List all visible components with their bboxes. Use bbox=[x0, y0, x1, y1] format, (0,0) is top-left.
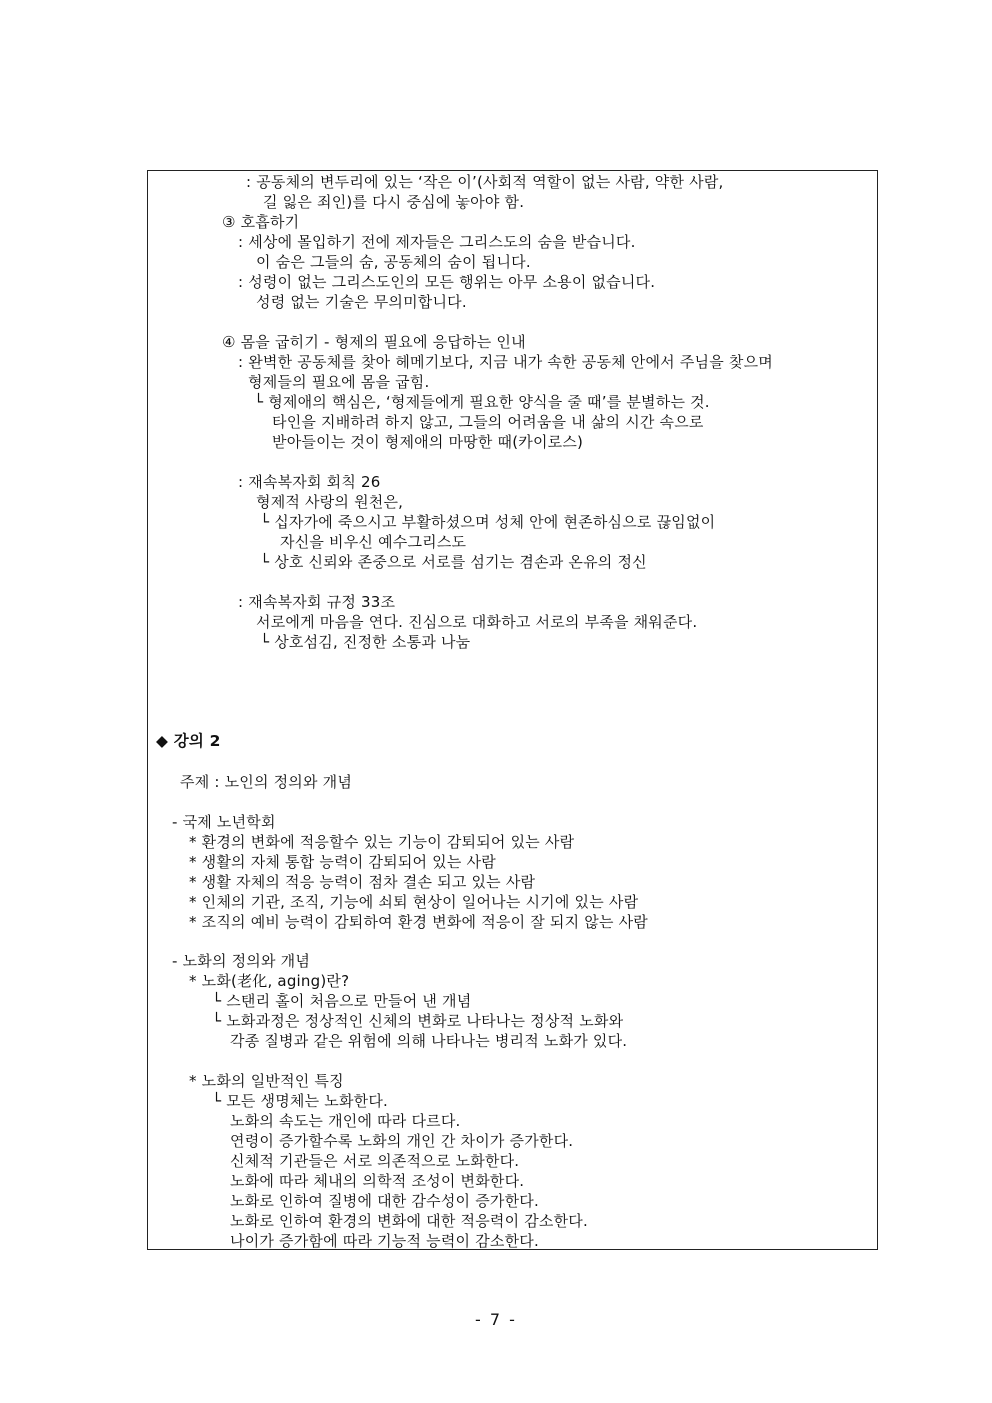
text-line: └ 형제애의 핵심은, ‘형제들에게 필요한 양식을 줄 때’를 분별하는 것. bbox=[254, 393, 710, 411]
text-line: └ 모든 생명체는 노화한다. bbox=[212, 1092, 389, 1110]
text-line: 서로에게 마음을 연다. 진심으로 대화하고 서로의 부족을 채워준다. bbox=[256, 613, 698, 631]
text-line: : 성령이 없는 그리스도인의 모든 행위는 아무 소용이 없습니다. bbox=[238, 273, 656, 291]
text-line: 각종 질병과 같은 위험에 의해 나타나는 병리적 노화가 있다. bbox=[230, 1032, 628, 1050]
text-line: : 완벽한 공동체를 찾아 헤메기보다, 지금 내가 속한 공동체 안에서 주님을 찾으며 bbox=[238, 353, 773, 371]
text-line: 자신을 비우신 예수그리스도 bbox=[280, 533, 467, 551]
text-line: ③ 호흡하기 bbox=[222, 213, 300, 231]
text-line: * 생활 자체의 적응 능력이 점차 결손 되고 있는 사람 bbox=[189, 873, 536, 891]
text-line: 이 숨은 그들의 숨, 공동체의 숨이 됩니다. bbox=[256, 253, 531, 271]
text-line: * 인체의 기관, 조직, 기능에 쇠퇴 현상이 일어나는 시기에 있는 사람 bbox=[189, 893, 639, 911]
text-line: 노화로 인하여 질병에 대한 감수성이 증가한다. bbox=[230, 1192, 539, 1210]
text-line: └ 상호섬김, 진정한 소통과 나눔 bbox=[260, 633, 471, 651]
text-line: 주제 : 노인의 정의와 개념 bbox=[180, 773, 353, 791]
text-line: 연령이 증가할수록 노화의 개인 간 차이가 증가한다. bbox=[230, 1132, 574, 1150]
text-line: 타인을 지배하려 하지 않고, 그들의 어려움을 내 삶의 시간 속으로 bbox=[272, 413, 704, 431]
text-line: : 재속복자회 회칙 26 bbox=[238, 473, 381, 491]
text-line: └ 상호 신뢰와 존중으로 서로를 섬기는 겸손과 온유의 정신 bbox=[260, 553, 647, 571]
text-line: 신체적 기관들은 서로 의존적으로 노화한다. bbox=[230, 1152, 520, 1170]
text-line: ④ 몸을 굽히기 - 형제의 필요에 응답하는 인내 bbox=[222, 333, 526, 351]
text-line: 나이가 증가함에 따라 기능적 능력이 감소한다. bbox=[230, 1232, 539, 1250]
text-line: * 노화의 일반적인 특징 bbox=[189, 1072, 344, 1090]
text-line: 길 잃은 죄인)를 다시 중심에 놓아야 함. bbox=[263, 193, 525, 211]
text-line: * 생활의 자체 통합 능력이 감퇴되어 있는 사람 bbox=[189, 853, 496, 871]
section-heading: ◆ 강의 2 bbox=[156, 732, 221, 750]
text-line: - 노화의 정의와 개념 bbox=[172, 952, 311, 970]
text-line: * 환경의 변화에 적응할수 있는 기능이 감퇴되어 있는 사람 bbox=[189, 833, 575, 851]
text-line: - 국제 노년학회 bbox=[172, 813, 276, 831]
text-line: └ 노화과정은 정상적인 신체의 변화로 나타나는 정상적 노화와 bbox=[212, 1012, 624, 1030]
text-line: └ 스탠리 홀이 처음으로 만들어 낸 개념 bbox=[212, 992, 472, 1010]
text-line: 받아들이는 것이 형제애의 마땅한 때(카이로스) bbox=[272, 433, 584, 451]
text-line: * 노화(老化, aging)란? bbox=[189, 972, 350, 990]
page-number: - 7 - bbox=[475, 1310, 517, 1329]
text-line: * 조직의 예비 능력이 감퇴하여 환경 변화에 적응이 잘 되지 않는 사람 bbox=[189, 913, 648, 931]
text-line: 노화의 속도는 개인에 따라 다르다. bbox=[230, 1112, 461, 1130]
text-line: : 공동체의 변두리에 있는 ‘작은 이’(사회적 역할이 없는 사람, 약한 사람, bbox=[246, 173, 724, 191]
text-line: 노화로 인하여 환경의 변화에 대한 적응력이 감소한다. bbox=[230, 1212, 588, 1230]
text-line: 형제적 사랑의 원천은, bbox=[256, 493, 404, 511]
text-line: : 재속복자회 규정 33조 bbox=[238, 593, 396, 611]
text-line: 성령 없는 기술은 무의미합니다. bbox=[256, 293, 467, 311]
text-line: 형제들의 필요에 몸을 굽힘. bbox=[248, 373, 430, 391]
text-line: : 세상에 몰입하기 전에 제자들은 그리스도의 숨을 받습니다. bbox=[238, 233, 636, 251]
text-line: 노화에 따라 체내의 의학적 조성이 변화한다. bbox=[230, 1172, 525, 1190]
text-line: └ 십자가에 죽으시고 부활하셨으며 성체 안에 현존하심으로 끊임없이 bbox=[260, 513, 716, 531]
